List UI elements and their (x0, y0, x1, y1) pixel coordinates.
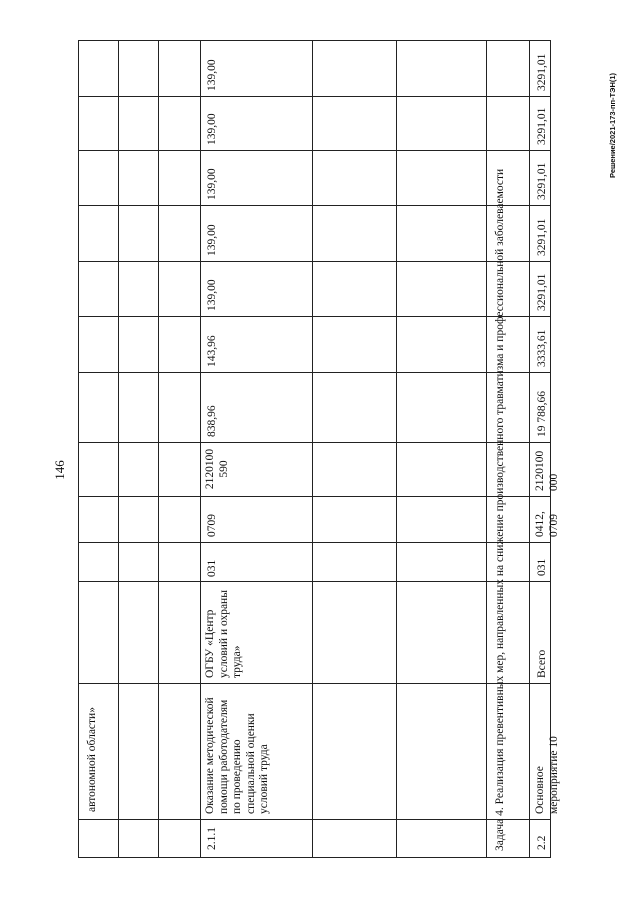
csr-code: 2120100 590 (204, 448, 230, 490)
grbs-code: 031 (206, 559, 218, 577)
value-total: 19 788,66 (536, 391, 548, 437)
executor-name: Всего (536, 649, 548, 678)
row-number: 2.2 (536, 835, 548, 850)
value-year-4: 3291,01 (536, 162, 548, 200)
rzpr-code: 0412, 0709 (534, 511, 560, 537)
value-year-5: 3291,01 (536, 107, 548, 145)
measure-name: Оказание методической помощи работодателям по проведению специальной оценки условий труда (204, 697, 270, 814)
value-year-2: 139,00 (206, 279, 218, 311)
value-year-3: 139,00 (206, 224, 218, 256)
doc-reference: Решение/2021-173-пп-ТЭН(1) (608, 72, 617, 178)
value-year-6: 3291,01 (536, 53, 548, 91)
value-year-3: 3291,01 (536, 218, 548, 256)
measure-name: Основное мероприятие 10 (534, 736, 560, 814)
value-year-1: 143,96 (206, 335, 218, 367)
value-total: 838,96 (206, 405, 218, 437)
value-year-2: 3291,01 (536, 273, 548, 311)
task-4-title: Задача 4. Реализация превентивных мер, направленных на снижение производственного травматизма и профессиональной заболеваемости (494, 168, 506, 851)
row-number: 2.1.1 (206, 827, 218, 850)
value-year-5: 139,00 (206, 113, 218, 145)
grbs-code: 031 (536, 558, 548, 576)
value-year-1: 3333,61 (536, 329, 548, 367)
page-number: 146 (52, 460, 67, 480)
rzpr-code: 0709 (206, 514, 218, 537)
header-cell-text: автономной области» (86, 707, 98, 812)
value-year-4: 139,00 (206, 168, 218, 200)
value-year-6: 139,00 (206, 59, 218, 91)
csr-code: 2120100 000 (534, 450, 560, 491)
executor-name: ОГБУ «Центр условий и охраны труда» (204, 590, 243, 678)
